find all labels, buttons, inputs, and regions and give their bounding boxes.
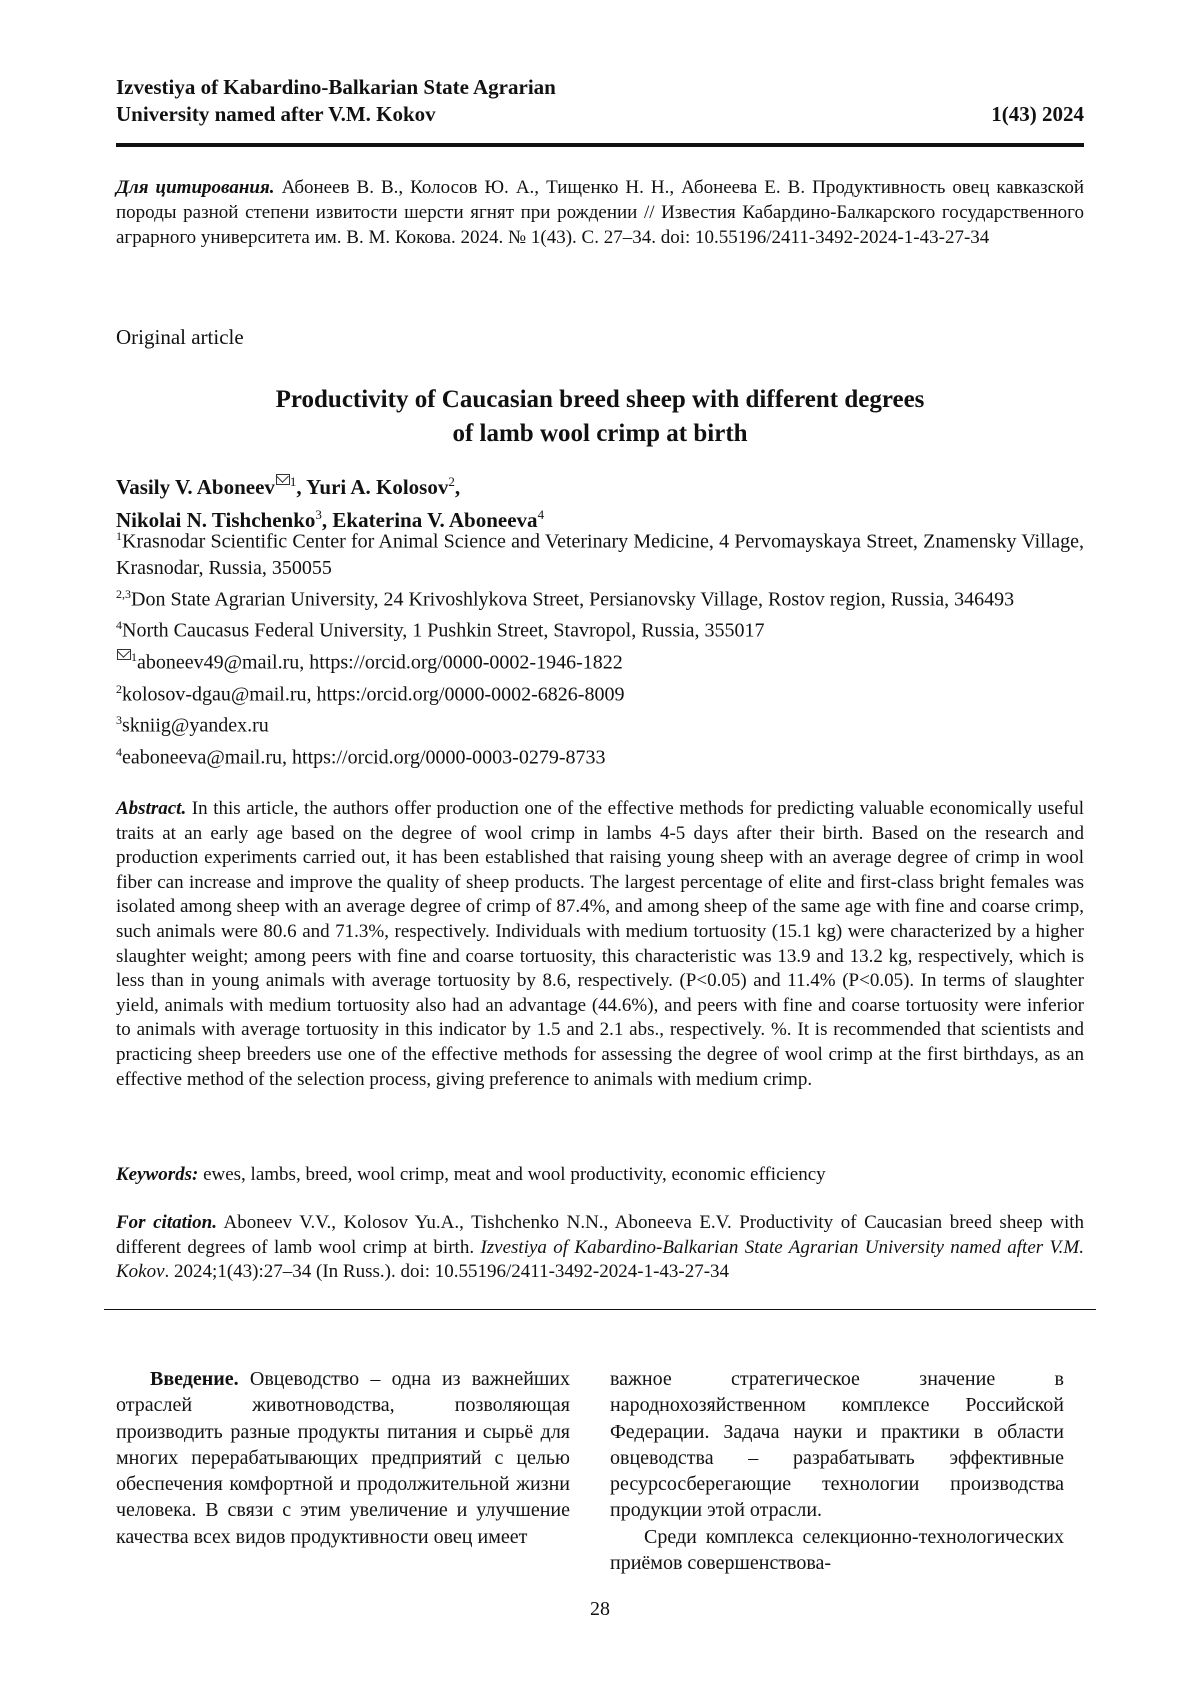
introduction-text: Овцеводство – одна из важнейших отраслей животноводства, позволяющая производить разные продукты питания и сырьё для многих перерабатывающих предприятий с целью обеспечения комфортной и продолжительной жизни человека. В связи с этим увеличение и улучшение качества всех видов продуктивности овец имеет xyxy=(116,1368,571,1548)
affiliation-text: Krasnodar Scientific Center for Animal Science and Veterinary Medicine, 4 Pervomayskaya Street, Znamensky Village, Krasnodar, Russia, 350055 xyxy=(116,530,1084,579)
author-name: Yuri A. Kolosov xyxy=(306,475,449,499)
citation-russian xyxy=(116,175,1084,250)
page-number: 28 xyxy=(590,1598,610,1620)
author-affil-index: 4 xyxy=(537,507,545,522)
affil-index: 1 xyxy=(116,529,122,543)
abstract xyxy=(116,797,1084,1092)
body-paragraph: важное стратегическое значение в народнохозяйственном комплексе Российской Федерации. Задача науки и практики в области овцеводства – разрабатывать эффективные ресурсосберегающие технологии производства продукции этой отрасли. xyxy=(610,1368,1064,1522)
author-name: Vasily V. Aboneev xyxy=(116,475,275,499)
abstract-lead: Abstract. xyxy=(116,798,187,819)
keywords xyxy=(116,1163,1084,1187)
article-title-line1: Productivity of Caucasian breed sheep with different degrees xyxy=(275,386,925,413)
journal-name-line2: University named after V.M. Kokov xyxy=(116,102,436,126)
contact-email: kolosov-dgau@mail.ru, https:/orcid.org/0000-0002-6826-8009 xyxy=(122,683,625,706)
citation-english-text: Aboneev V.V., Kolosov Yu.A., Tishchenko N.N., Aboneeva E.V. Productivity of Caucasian breed sheep with different degrees of lamb wool crimp at birth. xyxy=(116,1212,1084,1258)
contact-line xyxy=(116,739,1084,771)
affiliation xyxy=(116,581,1084,613)
body-column-right xyxy=(610,1366,1064,1576)
body-column-left xyxy=(116,1366,570,1550)
citation-russian-lead: Для цитирования. xyxy=(116,177,275,198)
section-divider xyxy=(104,1309,1096,1310)
contact-email: eaboneeva@mail.ru, https://orcid.org/0000-0003-0279-8733 xyxy=(122,746,606,769)
contact-index: 3 xyxy=(116,713,122,728)
journal-name-line1: Izvestiya of Kabardino-Balkarian State Agrarian xyxy=(116,75,556,99)
contact-index: 1 xyxy=(131,649,137,664)
abstract-text: In this article, the authors offer production one of the effective methods for predicting valuable economically useful traits at an early age based on the degree of wool crimp in lambs 4-5 days after their birth. Based on the research and production experiments carried out, it has been established that raising young sheep with an average degree of crimp in wool fiber can increase and improve the quality of sheep products. The largest percentage of elite and first-class bright females was isolated among sheep with an average degree of crimp of 87.4%, and among sheep of the same age with fine and coarse crimp, such animals were 80.6 and 71.3%, respectively. Individuals with medium tortuosity (15.1 kg) were characterized by a higher slaughter weight; among peers with fine and coarse tortuosity, this characteristic was 13.9 and 13.2 kg, respectively, which is less than in young animals with average tortuosity by 8.6, respectively. (P<0.05) and 11.4% (P<0.05). In terms of slaughter yield, animals with medium tortuosity also had an advantage (44.6%), and peers with fine and coarse tortuosity were inferior to animals with average tortuosity in this indicator by 1.5 and 2.1 abs., respectively. %. It is recommended that scientists and practicing sheep breeders use one of the effective methods for assessing the degree of wool crimp at the first birthdays, as an effective method of the selection process, giving preference to animals with medium crimp. xyxy=(116,798,1084,1090)
contact-index: 4 xyxy=(116,744,122,759)
introduction-heading: Введение. xyxy=(150,1368,239,1390)
contact-email: aboneev49@mail.ru, https://orcid.org/0000-0002-1946-1822 xyxy=(137,651,623,674)
article-title xyxy=(116,383,1084,451)
affil-index: 4 xyxy=(116,618,122,633)
citation-english-lead: For citation. xyxy=(116,1212,217,1233)
article-type: Original article xyxy=(116,325,244,349)
contact-line xyxy=(116,707,1084,739)
affiliation-text: Don State Agrarian University, 24 Krivoshlykova Street, Persianovsky Village, Rostov region, Russia, 346493 xyxy=(131,588,1015,611)
header-divider xyxy=(116,143,1084,147)
mail-icon xyxy=(276,474,290,485)
author-name: Nikolai N. Tishchenko xyxy=(116,508,316,532)
author-name: Ekaterina V. Aboneeva xyxy=(332,508,538,532)
contact-index: 2 xyxy=(116,681,122,696)
affiliations xyxy=(116,523,1084,771)
body-paragraph: Среди комплекса селекционно-технологических приёмов совершенствова- xyxy=(610,1525,1064,1575)
affiliation xyxy=(116,523,1084,581)
contact-line xyxy=(116,676,1084,708)
keywords-lead: Keywords: xyxy=(116,1164,199,1185)
journal-name xyxy=(116,74,556,128)
citation-russian-text: Абонеев В. В., Колосов Ю. А., Тищенко Н. Н., Абонеева Е. В. Продуктивность овец кавказской породы разной степени извитости шерсти ягнят при рождении // Известия Кабардино-Балкарского государственного аграрного университета им. В. М. Кокова. 2024. № 1(43). С. 27–34. doi: 10.55196/2411-3492-2024-1-43-27-34 xyxy=(116,177,1085,248)
author-list: Vasily V. Aboneev $^1$, Yuri A. Kolosov$^2$, Nikolai N. Tishchenko$^3$, Ekaterina V. Aboneeva$^4$ xyxy=(116,474,545,532)
citation-english-tail: . 2024;1(43):27–34 (In Russ.). doi: 10.55196/2411-3492-2024-1-43-27-34 xyxy=(164,1261,730,1283)
citation-english-journal: Izvestiya of Kabardino-Balkarian State Agrarian University named after V.M. Kokov xyxy=(116,1236,1084,1283)
author-affil-index: 1 xyxy=(289,474,297,489)
article-title-line2: of lamb wool crimp at birth xyxy=(452,420,748,447)
keywords-text: ewes, lambs, breed, wool crimp, meat and wool productivity, economic efficiency xyxy=(203,1164,826,1185)
contact-line xyxy=(116,644,1084,676)
author-affil-index: 2 xyxy=(448,474,455,489)
contact-email: skniig@yandex.ru xyxy=(122,714,269,737)
mail-icon xyxy=(117,649,131,660)
affiliation-text: North Caucasus Federal University, 1 Pushkin Street, Stavropol, Russia, 355017 xyxy=(122,619,765,642)
citation-english xyxy=(116,1211,1084,1285)
affiliation xyxy=(116,612,1084,644)
issue-number: 1(43) 2024 xyxy=(991,102,1084,126)
affil-index: 2,3 xyxy=(116,586,131,601)
author-affil-index: 3 xyxy=(315,507,322,522)
